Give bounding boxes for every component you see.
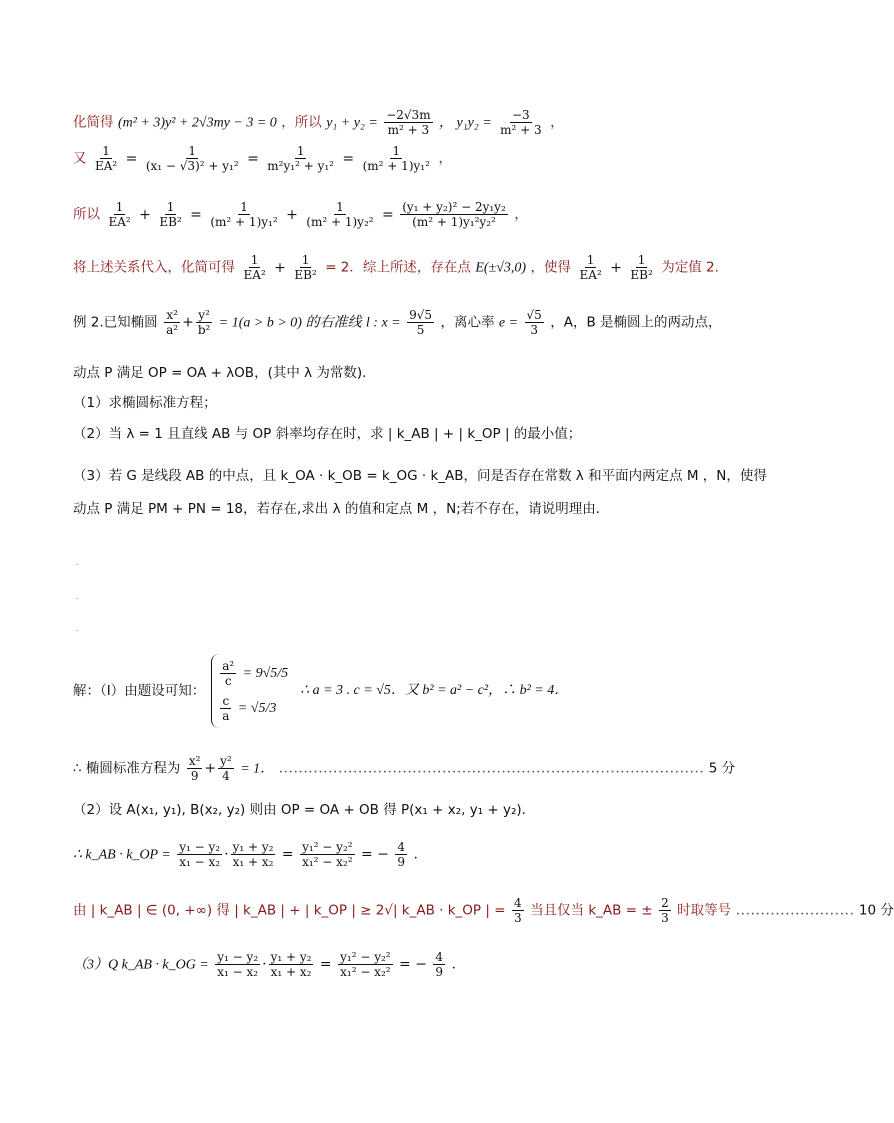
numerator: x² — [166, 308, 178, 322]
derivation-line-3: 所以 $\frac{1}{\text{EA²}}$ + $\frac{1}{\text{EB²}}$ = $\frac{1}{\text{(m² + 1)y₁²}}$ + $\frac{1}{\text{(m² + 1)y₂²}}$ = $\frac{\text{(y₁ + y₂)² − 2y₁y₂}}{\text{(m² + 1)y₁²y₂²}}$ ， — [73, 200, 529, 229]
denominator: (m² + 1)y₁² — [362, 159, 430, 173]
denominator: (m² + 1)y₁² — [210, 215, 278, 229]
numerator: 1 — [188, 144, 197, 158]
numerator: c — [222, 693, 230, 708]
leader-dots: ...................................................................................... — [278, 760, 705, 777]
text: ，所以 — [281, 114, 322, 131]
equation: e = — [498, 315, 519, 331]
text: 当且仅当 k_AB = ± — [530, 902, 653, 919]
numerator: 1 — [336, 200, 344, 214]
numerator: 1 — [250, 253, 259, 267]
fraction — [144, 144, 241, 173]
marker-dot: . — [76, 592, 79, 601]
numerator: y₁² − y₂² — [340, 950, 391, 964]
fraction — [265, 144, 336, 173]
fraction — [187, 754, 203, 783]
numerator: a² — [222, 658, 235, 673]
numerator: y₁² − y₂² — [302, 840, 353, 854]
fraction — [304, 200, 375, 229]
leader-dots: ........................ — [735, 902, 855, 919]
equation: ∴ a = 3 . c = √5．又 b² = a² − c²，∴ b² = 4． — [300, 683, 569, 698]
numerator: y₁ + y₂ — [270, 950, 312, 964]
equation: （3）Q k_AB · k_OG = — [73, 957, 209, 973]
denominator: EA² — [108, 215, 131, 229]
equation: ∴ k_AB · k_OP = — [73, 847, 171, 863]
denominator: EB² — [630, 268, 653, 282]
solution-part-1 — [73, 654, 568, 728]
marker-dot: . — [76, 624, 79, 633]
denominator: a — [222, 708, 230, 723]
numerator: 1 — [637, 253, 646, 267]
fraction — [407, 308, 434, 337]
derivation-line-1 — [73, 108, 564, 137]
denominator: 3 — [513, 911, 522, 925]
text: 时取等号 — [677, 902, 732, 919]
fraction — [177, 840, 222, 869]
solution-part-2-line-2: ∴ k_AB · k_OP = $\frac{\text{y₁ − y₂}}{\text{x₁ − x₂}}$ · $\frac{\text{y₁ + y₂}}{\text{x₁ + x₂}}$ = $\frac{\text{y₁² − y₂²}}{\text{x₁² − x₂²}}$ = − $\frac{4}{9}$ . — [73, 840, 418, 869]
denominator: EB² — [159, 215, 182, 229]
fraction — [157, 200, 183, 229]
numerator: (y₁ + y₂)² − 2y₁y₂ — [402, 200, 506, 214]
fraction — [628, 253, 654, 282]
denominator: m² + 3 — [387, 123, 430, 137]
denominator: (m² + 1)y₂² — [306, 215, 374, 229]
numerator: 1 — [240, 200, 248, 214]
numerator: 1 — [296, 144, 305, 158]
denominator: 9 — [435, 965, 444, 979]
text: 为定值 2. — [661, 259, 719, 276]
equation: l : x = — [365, 315, 401, 331]
numerator: 9√5 — [409, 308, 432, 322]
score-points: 5 分 — [708, 760, 736, 777]
fraction — [93, 144, 119, 173]
denominator: 9 — [397, 855, 406, 869]
derivation-line-4: 将上述关系代入，化简可得 $\frac{1}{\text{EA²}}$ + $\frac{1}{\text{EB²}}$ = 2．综上所述，存在点 E(±√3,0) ，使得 $\frac{1}{\text{EA²}}$ + $\frac{1}{\text{EB²}}$ 为定值 2. — [73, 253, 719, 282]
denominator: x₁² − x₂² — [340, 965, 391, 979]
equation: = 1． — [240, 761, 275, 777]
fraction — [231, 840, 276, 869]
fraction — [395, 840, 407, 869]
denominator: x₁ + x₂ — [270, 965, 312, 979]
numerator: 1 — [102, 144, 110, 158]
fraction — [578, 253, 604, 282]
text: 化简得 — [73, 114, 114, 131]
equation: = 1(a > b > 0) 的右准线 — [218, 315, 362, 331]
denominator: x₁ − x₂ — [179, 855, 221, 869]
solution-part-2-line-1: （2）设 A(x₁, y₁), B(x₂, y₂) 则由 OP = OA + OB 得 P(x₁ + x₂, y₁ + y₂)． — [73, 802, 536, 818]
denominator: EA² — [94, 159, 118, 173]
equation: y₁ + y₂ = — [326, 115, 378, 131]
denominator: 3 — [530, 323, 538, 337]
example-2-line-2: 动点 P 满足 OP = OA + λOB，(其中 λ 为常数). — [73, 365, 367, 381]
denominator: a² — [166, 323, 179, 337]
numerator: √5 — [526, 308, 542, 322]
numerator: y₁ − y₂ — [179, 840, 221, 854]
example-2-line-1: 例 2.已知椭圆 $\frac{\text{x²}}{\text{a²}}$ + $\frac{\text{y²}}{\text{b²}}$ = 1(a > b > 0) 的右准线 l : x = $\frac{9√5}{5}$ ，离心率 e = $\frac{√5}{3}$ ，A，B 是椭圆上的两动点， — [73, 308, 722, 337]
question-3-line-2: 动点 P 满足 PM + PN = 18，若存在,求出 λ 的值和定点 M ，N;若不存在，请说明理由． — [73, 501, 610, 517]
denominator: 5 — [416, 323, 425, 337]
fraction — [292, 253, 318, 282]
denominator: x₁ − x₂ — [217, 965, 259, 979]
fraction — [300, 840, 354, 869]
text: ∴ 椭圆标准方程为 — [73, 760, 181, 777]
fraction — [659, 896, 671, 925]
denominator: 4 — [222, 769, 230, 783]
numerator: 1 — [301, 253, 310, 267]
denominator: m² + 3 — [500, 123, 542, 137]
numerator: 4 — [397, 840, 406, 854]
text: ，使得 — [530, 259, 572, 276]
numerator: 1 — [586, 253, 595, 267]
numerator: 1 — [166, 200, 175, 214]
numerator: y² — [198, 308, 210, 322]
numerator: y₁ − y₂ — [217, 950, 259, 964]
question-2: （2）当 λ = 1 且直线 AB 与 OP 斜率均存在时，求 | k_AB | + | k_OP | 的最小值； — [73, 426, 582, 442]
derivation-line-2: 又 $\frac{1}{\text{EA²}}$ = $\frac{1}{\text{(x₁ − √3)² + y₁²}}$ = $\frac{1}{\text{m²y₁² + y₁²}}$ = $\frac{1}{\text{(m² + 1)y₁²}}$ ， — [73, 144, 453, 173]
fraction — [433, 950, 445, 979]
text: ， — [550, 114, 565, 131]
text: 由 | k_AB | ∈ (0, +∞) 得 | k_AB | + | k_OP | ≥ 2√| k_AB · k_OP | = — [73, 902, 506, 919]
fraction — [512, 896, 524, 925]
fraction — [241, 253, 267, 282]
denominator: b² — [197, 323, 211, 337]
denominator: 3 — [661, 911, 669, 925]
solution-part-2-line-3 — [73, 896, 894, 925]
question-1: （1）求椭圆标准方程； — [73, 395, 217, 411]
fraction — [164, 308, 180, 337]
denominator: c — [224, 673, 232, 688]
text: ，离心率 — [440, 314, 495, 331]
equation: = √5/3 — [237, 701, 277, 716]
numerator: −3 — [512, 108, 530, 122]
fraction — [525, 308, 544, 337]
text: ， — [438, 150, 453, 167]
text: 将上述关系代入，化简可得 — [73, 259, 235, 276]
fraction — [106, 200, 132, 229]
denominator: (x₁ − √3)² + y₁² — [145, 159, 239, 173]
fraction — [400, 200, 508, 229]
numerator: x² — [188, 754, 201, 768]
text: ，A，B 是椭圆上的两动点， — [550, 314, 722, 331]
question-3-line-1: （3）若 G 是线段 AB 的中点，且 k_OA · k_OB = k_OG · k_AB，问是否存在常数 λ 和平面内两定点 M ，N，使得 — [73, 468, 767, 484]
denominator: 9 — [190, 769, 199, 783]
denominator: x₁² − x₂² — [302, 855, 353, 869]
denominator: EA² — [243, 268, 266, 282]
point: E(±√3,0) — [475, 260, 527, 276]
fraction — [196, 308, 213, 337]
solution-part-1-result: ∴ 椭圆标准方程为 $\frac{\text{x²}}{9}$ + $\frac{\text{y²}}{4}$ = 1． ...................................................................................... 5 分 — [73, 754, 736, 783]
text: 例 2.已知椭圆 — [73, 314, 158, 331]
solution-part-3-line-1: （3）Q k_AB · k_OG = $\frac{\text{y₁ − y₂}}{\text{x₁ − x₂}}$ · $\frac{\text{y₁ + y₂}}{\text{x₁ + x₂}}$ = $\frac{\text{y₁² − y₂²}}{\text{x₁² − x₂²}}$ = − $\frac{4}{9}$ . — [73, 950, 456, 979]
fraction — [215, 950, 260, 979]
denominator: x₁ + x₂ — [232, 855, 274, 869]
numerator: y² — [220, 754, 232, 768]
text: = 2．综上所述，存在点 — [325, 259, 471, 276]
fraction — [269, 950, 314, 979]
numerator: y₁ + y₂ — [232, 840, 274, 854]
numerator: 4 — [513, 896, 522, 910]
equation: (m² + 3)y² + 2√3my − 3 = 0 — [117, 115, 277, 131]
numerator: 4 — [435, 950, 444, 964]
numerator: 1 — [392, 144, 401, 158]
denominator: EA² — [579, 268, 602, 282]
fraction — [220, 694, 231, 723]
system-of-equations — [211, 654, 294, 728]
fraction — [361, 144, 432, 173]
numerator: 2 — [661, 896, 669, 910]
denominator: m²y₁² + y₁² — [267, 159, 334, 173]
equation: = 9√5/5 — [242, 666, 289, 681]
fraction — [208, 200, 279, 229]
fraction — [498, 108, 544, 137]
fraction — [384, 108, 432, 137]
fraction — [218, 754, 234, 783]
text: 解：（I）由题设可知： — [73, 683, 206, 699]
text: ， — [514, 206, 529, 223]
numerator: 1 — [115, 200, 124, 214]
text: 所以 — [73, 206, 100, 223]
denominator: (m² + 1)y₁²y₂² — [412, 215, 496, 229]
equation: ， y₁y₂ = — [439, 115, 492, 131]
text: 又 — [73, 150, 87, 167]
denominator: EB² — [294, 268, 317, 282]
marker-dot: . — [76, 558, 79, 567]
fraction — [220, 659, 236, 688]
fraction — [338, 950, 392, 979]
score-points: 10 分 — [858, 902, 894, 919]
numerator: −2√3m — [386, 108, 431, 122]
